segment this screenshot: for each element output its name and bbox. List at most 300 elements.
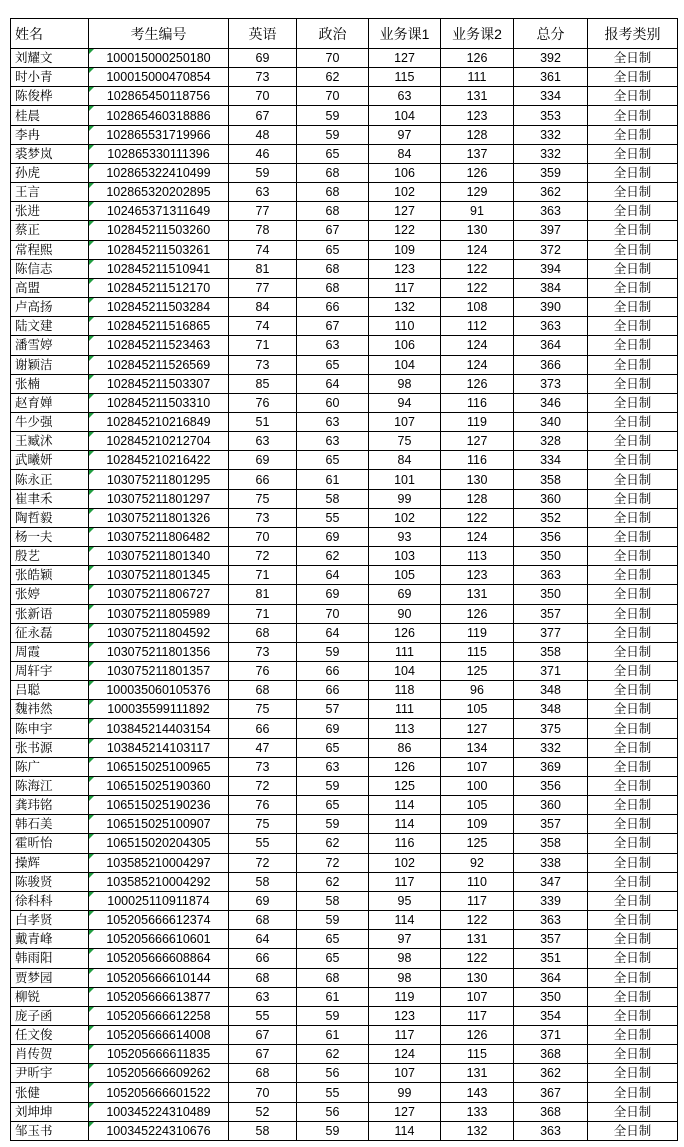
name-cell[interactable]: 龚玮铭 bbox=[11, 796, 89, 815]
category-cell[interactable]: 全日制 bbox=[588, 470, 678, 489]
course1-cell[interactable]: 127 bbox=[369, 49, 441, 68]
id-cell[interactable]: 103845214403154 bbox=[89, 719, 229, 738]
course1-cell[interactable]: 111 bbox=[369, 700, 441, 719]
course2-cell[interactable]: 131 bbox=[441, 585, 514, 604]
course1-cell[interactable]: 107 bbox=[369, 1064, 441, 1083]
course1-cell[interactable]: 127 bbox=[369, 1102, 441, 1121]
category-cell[interactable]: 全日制 bbox=[588, 872, 678, 891]
category-cell[interactable]: 全日制 bbox=[588, 911, 678, 930]
course1-cell[interactable]: 98 bbox=[369, 968, 441, 987]
english-cell[interactable]: 71 bbox=[229, 336, 297, 355]
category-cell[interactable]: 全日制 bbox=[588, 987, 678, 1006]
course1-cell[interactable]: 107 bbox=[369, 412, 441, 431]
politics-cell[interactable]: 55 bbox=[297, 508, 369, 527]
politics-cell[interactable]: 66 bbox=[297, 298, 369, 317]
politics-cell[interactable]: 68 bbox=[297, 163, 369, 182]
english-cell[interactable]: 85 bbox=[229, 374, 297, 393]
politics-cell[interactable]: 62 bbox=[297, 547, 369, 566]
id-cell[interactable]: 103075211804592 bbox=[89, 623, 229, 642]
id-cell[interactable]: 102845211503310 bbox=[89, 393, 229, 412]
politics-cell[interactable]: 63 bbox=[297, 336, 369, 355]
politics-cell[interactable]: 57 bbox=[297, 700, 369, 719]
english-cell[interactable]: 77 bbox=[229, 278, 297, 297]
name-cell[interactable]: 庞子函 bbox=[11, 1006, 89, 1025]
english-cell[interactable]: 70 bbox=[229, 527, 297, 546]
total-cell[interactable]: 368 bbox=[514, 1102, 588, 1121]
course2-cell[interactable]: 105 bbox=[441, 796, 514, 815]
id-cell[interactable]: 102865322410499 bbox=[89, 163, 229, 182]
id-cell[interactable]: 102865330111396 bbox=[89, 144, 229, 163]
category-cell[interactable]: 全日制 bbox=[588, 183, 678, 202]
total-cell[interactable]: 373 bbox=[514, 374, 588, 393]
name-cell[interactable]: 张新语 bbox=[11, 604, 89, 623]
english-cell[interactable]: 78 bbox=[229, 221, 297, 240]
course1-cell[interactable]: 122 bbox=[369, 221, 441, 240]
course2-cell[interactable]: 105 bbox=[441, 700, 514, 719]
english-cell[interactable]: 70 bbox=[229, 87, 297, 106]
english-cell[interactable]: 66 bbox=[229, 949, 297, 968]
english-cell[interactable]: 72 bbox=[229, 776, 297, 795]
course1-cell[interactable]: 127 bbox=[369, 202, 441, 221]
name-cell[interactable]: 柳锐 bbox=[11, 987, 89, 1006]
course1-cell[interactable]: 97 bbox=[369, 125, 441, 144]
course2-cell[interactable]: 130 bbox=[441, 221, 514, 240]
course1-cell[interactable]: 98 bbox=[369, 949, 441, 968]
total-cell[interactable]: 357 bbox=[514, 604, 588, 623]
course1-cell[interactable]: 97 bbox=[369, 930, 441, 949]
politics-cell[interactable]: 72 bbox=[297, 853, 369, 872]
course1-cell[interactable]: 126 bbox=[369, 757, 441, 776]
total-cell[interactable]: 362 bbox=[514, 1064, 588, 1083]
course2-cell[interactable]: 126 bbox=[441, 374, 514, 393]
english-cell[interactable]: 63 bbox=[229, 183, 297, 202]
name-cell[interactable]: 张书源 bbox=[11, 738, 89, 757]
english-cell[interactable]: 58 bbox=[229, 1121, 297, 1140]
total-cell[interactable]: 359 bbox=[514, 163, 588, 182]
total-cell[interactable]: 367 bbox=[514, 1083, 588, 1102]
id-cell[interactable]: 103075211806727 bbox=[89, 585, 229, 604]
english-cell[interactable]: 84 bbox=[229, 298, 297, 317]
name-cell[interactable]: 韩雨阳 bbox=[11, 949, 89, 968]
course1-cell[interactable]: 102 bbox=[369, 853, 441, 872]
english-cell[interactable]: 75 bbox=[229, 815, 297, 834]
course2-cell[interactable]: 124 bbox=[441, 336, 514, 355]
course2-cell[interactable]: 109 bbox=[441, 815, 514, 834]
course1-cell[interactable]: 102 bbox=[369, 183, 441, 202]
english-cell[interactable]: 73 bbox=[229, 355, 297, 374]
course2-cell[interactable]: 131 bbox=[441, 1064, 514, 1083]
total-cell[interactable]: 394 bbox=[514, 259, 588, 278]
course2-cell[interactable]: 125 bbox=[441, 834, 514, 853]
course1-cell[interactable]: 86 bbox=[369, 738, 441, 757]
name-cell[interactable]: 王言 bbox=[11, 183, 89, 202]
category-cell[interactable]: 全日制 bbox=[588, 298, 678, 317]
course2-cell[interactable]: 116 bbox=[441, 393, 514, 412]
category-cell[interactable]: 全日制 bbox=[588, 566, 678, 585]
course1-cell[interactable]: 114 bbox=[369, 911, 441, 930]
course2-cell[interactable]: 124 bbox=[441, 355, 514, 374]
politics-cell[interactable]: 59 bbox=[297, 1006, 369, 1025]
course1-cell[interactable]: 117 bbox=[369, 278, 441, 297]
name-cell[interactable]: 裘梦岚 bbox=[11, 144, 89, 163]
course1-cell[interactable]: 63 bbox=[369, 87, 441, 106]
politics-cell[interactable]: 65 bbox=[297, 930, 369, 949]
course2-cell[interactable]: 126 bbox=[441, 1025, 514, 1044]
total-cell[interactable]: 384 bbox=[514, 278, 588, 297]
course1-cell[interactable]: 117 bbox=[369, 1025, 441, 1044]
politics-cell[interactable]: 70 bbox=[297, 87, 369, 106]
name-cell[interactable]: 戴青峰 bbox=[11, 930, 89, 949]
course2-cell[interactable]: 133 bbox=[441, 1102, 514, 1121]
course1-cell[interactable]: 126 bbox=[369, 623, 441, 642]
name-cell[interactable]: 崔聿禾 bbox=[11, 489, 89, 508]
id-cell[interactable]: 100345224310676 bbox=[89, 1121, 229, 1140]
course2-cell[interactable]: 132 bbox=[441, 1121, 514, 1140]
course1-cell[interactable]: 105 bbox=[369, 566, 441, 585]
header-english[interactable]: 英语 bbox=[229, 19, 297, 49]
total-cell[interactable]: 363 bbox=[514, 317, 588, 336]
id-cell[interactable]: 102845210216849 bbox=[89, 412, 229, 431]
politics-cell[interactable]: 55 bbox=[297, 1083, 369, 1102]
politics-cell[interactable]: 69 bbox=[297, 527, 369, 546]
category-cell[interactable]: 全日制 bbox=[588, 317, 678, 336]
course2-cell[interactable]: 131 bbox=[441, 87, 514, 106]
id-cell[interactable]: 103585210004292 bbox=[89, 872, 229, 891]
politics-cell[interactable]: 59 bbox=[297, 125, 369, 144]
english-cell[interactable]: 76 bbox=[229, 796, 297, 815]
id-cell[interactable]: 102865460318886 bbox=[89, 106, 229, 125]
politics-cell[interactable]: 70 bbox=[297, 604, 369, 623]
course2-cell[interactable]: 91 bbox=[441, 202, 514, 221]
english-cell[interactable]: 76 bbox=[229, 662, 297, 681]
category-cell[interactable]: 全日制 bbox=[588, 144, 678, 163]
category-cell[interactable]: 全日制 bbox=[588, 68, 678, 87]
course2-cell[interactable]: 128 bbox=[441, 125, 514, 144]
english-cell[interactable]: 66 bbox=[229, 470, 297, 489]
category-cell[interactable]: 全日制 bbox=[588, 355, 678, 374]
name-cell[interactable]: 蔡正 bbox=[11, 221, 89, 240]
category-cell[interactable]: 全日制 bbox=[588, 125, 678, 144]
name-cell[interactable]: 白孝贤 bbox=[11, 911, 89, 930]
category-cell[interactable]: 全日制 bbox=[588, 681, 678, 700]
name-cell[interactable]: 任文俊 bbox=[11, 1025, 89, 1044]
politics-cell[interactable]: 69 bbox=[297, 585, 369, 604]
course2-cell[interactable]: 130 bbox=[441, 470, 514, 489]
english-cell[interactable]: 70 bbox=[229, 1083, 297, 1102]
id-cell[interactable]: 102865450118756 bbox=[89, 87, 229, 106]
name-cell[interactable]: 周霞 bbox=[11, 642, 89, 661]
course2-cell[interactable]: 117 bbox=[441, 891, 514, 910]
politics-cell[interactable]: 61 bbox=[297, 1025, 369, 1044]
category-cell[interactable]: 全日制 bbox=[588, 527, 678, 546]
politics-cell[interactable]: 63 bbox=[297, 432, 369, 451]
english-cell[interactable]: 72 bbox=[229, 547, 297, 566]
english-cell[interactable]: 68 bbox=[229, 911, 297, 930]
english-cell[interactable]: 47 bbox=[229, 738, 297, 757]
category-cell[interactable]: 全日制 bbox=[588, 662, 678, 681]
politics-cell[interactable]: 65 bbox=[297, 738, 369, 757]
id-cell[interactable]: 103075211806482 bbox=[89, 527, 229, 546]
category-cell[interactable]: 全日制 bbox=[588, 1025, 678, 1044]
id-cell[interactable]: 100015000470854 bbox=[89, 68, 229, 87]
total-cell[interactable]: 363 bbox=[514, 566, 588, 585]
course2-cell[interactable]: 128 bbox=[441, 489, 514, 508]
english-cell[interactable]: 73 bbox=[229, 757, 297, 776]
total-cell[interactable]: 339 bbox=[514, 891, 588, 910]
id-cell[interactable]: 105205666608864 bbox=[89, 949, 229, 968]
id-cell[interactable]: 106515025190236 bbox=[89, 796, 229, 815]
total-cell[interactable]: 357 bbox=[514, 815, 588, 834]
total-cell[interactable]: 348 bbox=[514, 700, 588, 719]
politics-cell[interactable]: 66 bbox=[297, 662, 369, 681]
id-cell[interactable]: 105205666613877 bbox=[89, 987, 229, 1006]
course1-cell[interactable]: 110 bbox=[369, 317, 441, 336]
politics-cell[interactable]: 64 bbox=[297, 623, 369, 642]
id-cell[interactable]: 100035599111892 bbox=[89, 700, 229, 719]
total-cell[interactable]: 334 bbox=[514, 451, 588, 470]
politics-cell[interactable]: 62 bbox=[297, 68, 369, 87]
name-cell[interactable]: 赵育婵 bbox=[11, 393, 89, 412]
english-cell[interactable]: 75 bbox=[229, 700, 297, 719]
id-cell[interactable]: 105205666614008 bbox=[89, 1025, 229, 1044]
english-cell[interactable]: 68 bbox=[229, 968, 297, 987]
total-cell[interactable]: 328 bbox=[514, 432, 588, 451]
course1-cell[interactable]: 114 bbox=[369, 796, 441, 815]
politics-cell[interactable]: 63 bbox=[297, 412, 369, 431]
total-cell[interactable]: 371 bbox=[514, 1025, 588, 1044]
course1-cell[interactable]: 75 bbox=[369, 432, 441, 451]
name-cell[interactable]: 李冉 bbox=[11, 125, 89, 144]
english-cell[interactable]: 67 bbox=[229, 1025, 297, 1044]
total-cell[interactable]: 332 bbox=[514, 125, 588, 144]
politics-cell[interactable]: 65 bbox=[297, 451, 369, 470]
total-cell[interactable]: 375 bbox=[514, 719, 588, 738]
politics-cell[interactable]: 62 bbox=[297, 872, 369, 891]
politics-cell[interactable]: 68 bbox=[297, 278, 369, 297]
politics-cell[interactable]: 58 bbox=[297, 891, 369, 910]
total-cell[interactable]: 392 bbox=[514, 49, 588, 68]
english-cell[interactable]: 55 bbox=[229, 1006, 297, 1025]
english-cell[interactable]: 58 bbox=[229, 872, 297, 891]
total-cell[interactable]: 361 bbox=[514, 68, 588, 87]
category-cell[interactable]: 全日制 bbox=[588, 853, 678, 872]
category-cell[interactable]: 全日制 bbox=[588, 1006, 678, 1025]
course2-cell[interactable]: 110 bbox=[441, 872, 514, 891]
id-cell[interactable]: 102845211503261 bbox=[89, 240, 229, 259]
id-cell[interactable]: 105205666609262 bbox=[89, 1064, 229, 1083]
course1-cell[interactable]: 118 bbox=[369, 681, 441, 700]
header-course2[interactable]: 业务课2 bbox=[441, 19, 514, 49]
english-cell[interactable]: 71 bbox=[229, 604, 297, 623]
category-cell[interactable]: 全日制 bbox=[588, 585, 678, 604]
id-cell[interactable]: 103075211801326 bbox=[89, 508, 229, 527]
course1-cell[interactable]: 104 bbox=[369, 355, 441, 374]
name-cell[interactable]: 陈永正 bbox=[11, 470, 89, 489]
name-cell[interactable]: 周轩宇 bbox=[11, 662, 89, 681]
politics-cell[interactable]: 64 bbox=[297, 566, 369, 585]
politics-cell[interactable]: 59 bbox=[297, 776, 369, 795]
total-cell[interactable]: 358 bbox=[514, 834, 588, 853]
total-cell[interactable]: 352 bbox=[514, 508, 588, 527]
id-cell[interactable]: 105205666610144 bbox=[89, 968, 229, 987]
english-cell[interactable]: 68 bbox=[229, 623, 297, 642]
category-cell[interactable]: 全日制 bbox=[588, 374, 678, 393]
id-cell[interactable]: 100015000250180 bbox=[89, 49, 229, 68]
id-cell[interactable]: 103075211801345 bbox=[89, 566, 229, 585]
total-cell[interactable]: 366 bbox=[514, 355, 588, 374]
course1-cell[interactable]: 99 bbox=[369, 489, 441, 508]
name-cell[interactable]: 陈海江 bbox=[11, 776, 89, 795]
english-cell[interactable]: 81 bbox=[229, 585, 297, 604]
total-cell[interactable]: 368 bbox=[514, 1045, 588, 1064]
english-cell[interactable]: 69 bbox=[229, 891, 297, 910]
id-cell[interactable]: 106515025100965 bbox=[89, 757, 229, 776]
category-cell[interactable]: 全日制 bbox=[588, 221, 678, 240]
id-cell[interactable]: 100345224310489 bbox=[89, 1102, 229, 1121]
category-cell[interactable]: 全日制 bbox=[588, 738, 678, 757]
course1-cell[interactable]: 109 bbox=[369, 240, 441, 259]
total-cell[interactable]: 356 bbox=[514, 527, 588, 546]
id-cell[interactable]: 102845211523463 bbox=[89, 336, 229, 355]
politics-cell[interactable]: 67 bbox=[297, 317, 369, 336]
id-cell[interactable]: 105205666601522 bbox=[89, 1083, 229, 1102]
category-cell[interactable]: 全日制 bbox=[588, 393, 678, 412]
id-cell[interactable]: 102865320202895 bbox=[89, 183, 229, 202]
politics-cell[interactable]: 70 bbox=[297, 49, 369, 68]
category-cell[interactable]: 全日制 bbox=[588, 776, 678, 795]
category-cell[interactable]: 全日制 bbox=[588, 968, 678, 987]
total-cell[interactable]: 334 bbox=[514, 87, 588, 106]
category-cell[interactable]: 全日制 bbox=[588, 336, 678, 355]
name-cell[interactable]: 张楠 bbox=[11, 374, 89, 393]
total-cell[interactable]: 358 bbox=[514, 642, 588, 661]
id-cell[interactable]: 102865531719966 bbox=[89, 125, 229, 144]
id-cell[interactable]: 102845211503307 bbox=[89, 374, 229, 393]
course1-cell[interactable]: 102 bbox=[369, 508, 441, 527]
total-cell[interactable]: 397 bbox=[514, 221, 588, 240]
category-cell[interactable]: 全日制 bbox=[588, 259, 678, 278]
course1-cell[interactable]: 114 bbox=[369, 1121, 441, 1140]
politics-cell[interactable]: 59 bbox=[297, 642, 369, 661]
politics-cell[interactable]: 59 bbox=[297, 106, 369, 125]
header-total[interactable]: 总分 bbox=[514, 19, 588, 49]
course2-cell[interactable]: 127 bbox=[441, 719, 514, 738]
category-cell[interactable]: 全日制 bbox=[588, 700, 678, 719]
course1-cell[interactable]: 123 bbox=[369, 259, 441, 278]
english-cell[interactable]: 74 bbox=[229, 317, 297, 336]
name-cell[interactable]: 潘雪婷 bbox=[11, 336, 89, 355]
id-cell[interactable]: 103075211801357 bbox=[89, 662, 229, 681]
course1-cell[interactable]: 101 bbox=[369, 470, 441, 489]
total-cell[interactable]: 362 bbox=[514, 183, 588, 202]
course2-cell[interactable]: 96 bbox=[441, 681, 514, 700]
name-cell[interactable]: 孙虎 bbox=[11, 163, 89, 182]
total-cell[interactable]: 340 bbox=[514, 412, 588, 431]
category-cell[interactable]: 全日制 bbox=[588, 796, 678, 815]
course1-cell[interactable]: 106 bbox=[369, 336, 441, 355]
category-cell[interactable]: 全日制 bbox=[588, 489, 678, 508]
course2-cell[interactable]: 134 bbox=[441, 738, 514, 757]
total-cell[interactable]: 350 bbox=[514, 547, 588, 566]
course2-cell[interactable]: 112 bbox=[441, 317, 514, 336]
total-cell[interactable]: 356 bbox=[514, 776, 588, 795]
course1-cell[interactable]: 69 bbox=[369, 585, 441, 604]
name-cell[interactable]: 陶哲毅 bbox=[11, 508, 89, 527]
course2-cell[interactable]: 124 bbox=[441, 240, 514, 259]
course2-cell[interactable]: 117 bbox=[441, 1006, 514, 1025]
category-cell[interactable]: 全日制 bbox=[588, 412, 678, 431]
name-cell[interactable]: 高盟 bbox=[11, 278, 89, 297]
category-cell[interactable]: 全日制 bbox=[588, 240, 678, 259]
category-cell[interactable]: 全日制 bbox=[588, 604, 678, 623]
name-cell[interactable]: 张婷 bbox=[11, 585, 89, 604]
english-cell[interactable]: 69 bbox=[229, 49, 297, 68]
course1-cell[interactable]: 124 bbox=[369, 1045, 441, 1064]
category-cell[interactable]: 全日制 bbox=[588, 278, 678, 297]
category-cell[interactable]: 全日制 bbox=[588, 1083, 678, 1102]
course2-cell[interactable]: 126 bbox=[441, 604, 514, 623]
name-cell[interactable]: 王臧沭 bbox=[11, 432, 89, 451]
category-cell[interactable]: 全日制 bbox=[588, 930, 678, 949]
name-cell[interactable]: 吕聪 bbox=[11, 681, 89, 700]
id-cell[interactable]: 102845211503260 bbox=[89, 221, 229, 240]
category-cell[interactable]: 全日制 bbox=[588, 106, 678, 125]
category-cell[interactable]: 全日制 bbox=[588, 642, 678, 661]
course2-cell[interactable]: 137 bbox=[441, 144, 514, 163]
category-cell[interactable]: 全日制 bbox=[588, 757, 678, 776]
course2-cell[interactable]: 127 bbox=[441, 432, 514, 451]
name-cell[interactable]: 牛少强 bbox=[11, 412, 89, 431]
course2-cell[interactable]: 116 bbox=[441, 451, 514, 470]
english-cell[interactable]: 72 bbox=[229, 853, 297, 872]
total-cell[interactable]: 347 bbox=[514, 872, 588, 891]
name-cell[interactable]: 刘坤坤 bbox=[11, 1102, 89, 1121]
english-cell[interactable]: 52 bbox=[229, 1102, 297, 1121]
category-cell[interactable]: 全日制 bbox=[588, 508, 678, 527]
politics-cell[interactable]: 59 bbox=[297, 1121, 369, 1140]
course2-cell[interactable]: 122 bbox=[441, 508, 514, 527]
politics-cell[interactable]: 60 bbox=[297, 393, 369, 412]
course1-cell[interactable]: 123 bbox=[369, 1006, 441, 1025]
id-cell[interactable]: 103075211801340 bbox=[89, 547, 229, 566]
name-cell[interactable]: 操辉 bbox=[11, 853, 89, 872]
total-cell[interactable]: 332 bbox=[514, 738, 588, 757]
category-cell[interactable]: 全日制 bbox=[588, 1121, 678, 1140]
course1-cell[interactable]: 125 bbox=[369, 776, 441, 795]
course1-cell[interactable]: 132 bbox=[369, 298, 441, 317]
course2-cell[interactable]: 130 bbox=[441, 968, 514, 987]
course1-cell[interactable]: 84 bbox=[369, 144, 441, 163]
course2-cell[interactable]: 115 bbox=[441, 642, 514, 661]
id-cell[interactable]: 103845214103117 bbox=[89, 738, 229, 757]
name-cell[interactable]: 陈信志 bbox=[11, 259, 89, 278]
id-cell[interactable]: 103075211801295 bbox=[89, 470, 229, 489]
course1-cell[interactable]: 104 bbox=[369, 106, 441, 125]
name-cell[interactable]: 桂晨 bbox=[11, 106, 89, 125]
name-cell[interactable]: 张健 bbox=[11, 1083, 89, 1102]
english-cell[interactable]: 46 bbox=[229, 144, 297, 163]
name-cell[interactable]: 武曦妍 bbox=[11, 451, 89, 470]
course2-cell[interactable]: 111 bbox=[441, 68, 514, 87]
header-id[interactable]: 考生编号 bbox=[89, 19, 229, 49]
politics-cell[interactable]: 61 bbox=[297, 470, 369, 489]
id-cell[interactable]: 103075211801356 bbox=[89, 642, 229, 661]
id-cell[interactable]: 102845210212704 bbox=[89, 432, 229, 451]
id-cell[interactable]: 103075211805989 bbox=[89, 604, 229, 623]
category-cell[interactable]: 全日制 bbox=[588, 432, 678, 451]
total-cell[interactable]: 354 bbox=[514, 1006, 588, 1025]
politics-cell[interactable]: 58 bbox=[297, 489, 369, 508]
